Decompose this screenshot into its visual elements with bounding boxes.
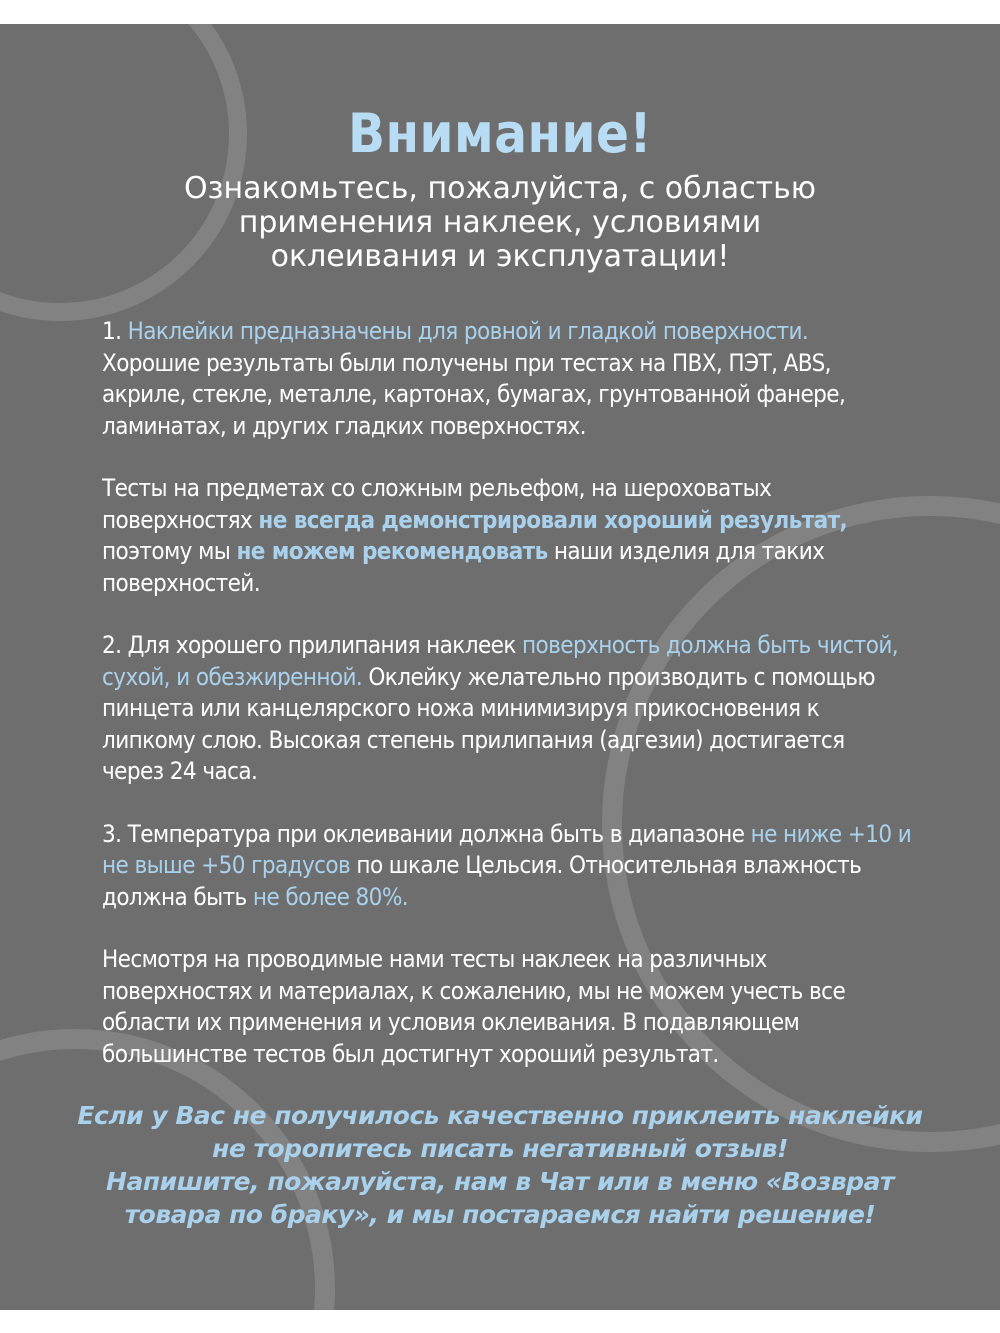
highlight-text: Наклейки предназначены для ровной и гладкой поверхности. [127, 317, 809, 345]
text-run: наши изделия для таких поверхностей. [102, 537, 825, 597]
text-run: 1. [102, 317, 128, 345]
paragraph-disclaimer: Несмотря на проводимые нами тесты наклеек на различных поверхностях и материалах, к сожалению, мы не можем учесть все области их применения и условия оклеивания. В подавляющем большинстве тестов был достигнут хороший результат. [102, 945, 846, 1068]
highlight-text: не более 80%. [252, 882, 408, 911]
text-run: Хорошие результаты были получены при тестах на ПВХ, ПЭТ, ABS, акриле, стекле, металле, картонах, бумагах, грунтованной фанере, ламинатах, и других гладких поверхностях. [102, 348, 846, 440]
footer-line: не торопитесь писать негативный отзыв! [212, 1134, 788, 1163]
paragraph-surfaces [102, 316, 912, 442]
page-title: Внимание! [347, 102, 653, 165]
notice-card [0, 24, 1000, 1310]
highlight-text: поверхность должна быть чистой, сухой, и обезжиренной. [102, 631, 899, 691]
paragraph-temperature [102, 819, 912, 914]
paragraph-adhesion [102, 630, 912, 788]
subtitle-line: оклеивания и эксплуатации! [270, 239, 730, 274]
footer-line: товара по браку», и мы постараемся найти решение! [124, 1200, 876, 1229]
text-run: 3. Температура при оклеивании должна быть в диапазоне [102, 819, 751, 848]
text-run: 2. Для хорошего прилипания наклеек [102, 631, 523, 659]
highlight-text: не ниже +10 и не выше +50 градусов [102, 819, 912, 879]
highlight-text: не можем рекомендовать [236, 537, 548, 565]
footer-line: Напишите, пожалуйста, нам в Чат или в меню «Возврат [106, 1167, 894, 1196]
text-run: Тесты на предметах со сложным рельефом, на шероховатых поверхностях [102, 474, 772, 534]
text-run: поэтому мы [102, 537, 237, 565]
footer-line: Если у Вас не получилось качественно приклеить наклейки [77, 1101, 923, 1130]
text-run: по шкале Цельсия. Относительная влажность должна быть [102, 851, 862, 911]
subtitle-line: Ознакомьтесь, пожалуйста, с областью [183, 171, 817, 206]
footer-note [60, 1099, 940, 1231]
body-text [102, 316, 912, 1101]
text-run: Оклейку желательно производить с помощью пинцета или канцелярского ножа минимизируя прикосновения к липкому слою. Высокая степень прилипания (адгезии) достигается через 24 часа. [102, 662, 875, 785]
paragraph-relief [102, 473, 912, 599]
highlight-text: не всегда демонстрировали хороший результат, [258, 505, 848, 534]
subtitle-line: применения наклеек, условиями [238, 205, 762, 240]
subtitle [100, 172, 900, 274]
